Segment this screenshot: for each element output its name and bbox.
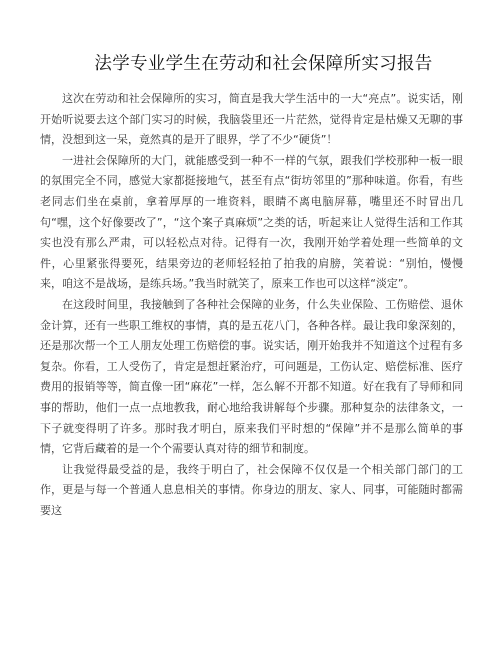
paragraph-4: 让我觉得最受益的是，我终于明白了，社会保障不仅仅是一个相关部门部门的工作，更是与每一个普通人息息相关的事情。你身边的朋友、家人、同事，可能随时都需要这 xyxy=(40,462,463,517)
document-title: 法学专业学生在劳动和社会保障所实习报告 xyxy=(94,54,433,74)
paragraph-2: 一进社会保障所的大门，就能感受到一种不一样的气氛，跟我们学校那种一板一眼的氛围完全不同，感觉大家都挺接地气，甚至有点“街坊邻里的”那种味道。你看，有些老同志们坐在桌前，拿着厚厚的一堆资料，眼睛不离电脑屏幕，嘴里还不时冒出几句“嘿，这个好像要改了”，“这个案子真麻烦”之类的话，听起来让人觉得生活和工作其实也没有那么严肃，可以轻松点对待。记得有一次，我刚开始学着处理一些简单的文件，心里紧张得要死，结果旁边的老师轻轻拍了拍我的肩膀，笑着说：“别怕，慢慢来，咱这不是战场，是练兵场。”我当时就笑了，原来工作也可以这样“淡定”。 xyxy=(40,153,463,291)
paragraph-1: 这次在劳动和社会保障所的实习，简直是我大学生活中的一大“亮点”。说实话，刚开始听说要去这个部门实习的时候，我脑袋里还一片茫然，觉得肯定是枯燥又无聊的事情，没想到这一呆，竟然真的是开了眼界，学了不少“硬货”！ xyxy=(40,92,463,147)
paragraph-3: 在这段时间里，我接触到了各种社会保障的业务，什么失业保险、工伤赔偿、退休金计算，还有一些职工维权的事情，真的是五花八门，各种各样。最让我印象深刻的，还是那次帮一个工人朋友处理工伤赔偿的事。说实话，刚开始我并不知道这个过程有多复杂。你看，工人受伤了，肯定是想赶紧治疗，可问题是，工伤认定、赔偿标准、医疗费用的报销等等，简直像一团“麻花”一样，怎么解不开都不知道。好在我有了导师和同事的帮助，他们一点一点地教我，耐心地给我讲解每个步骤。那种复杂的法律条文，一下子就变得明了许多。那时我才明白，原来我们平时想的“保障”并不是那么简单的事情，它背后藏着的是一个个需要认真对待的细节和制度。 xyxy=(40,297,463,456)
